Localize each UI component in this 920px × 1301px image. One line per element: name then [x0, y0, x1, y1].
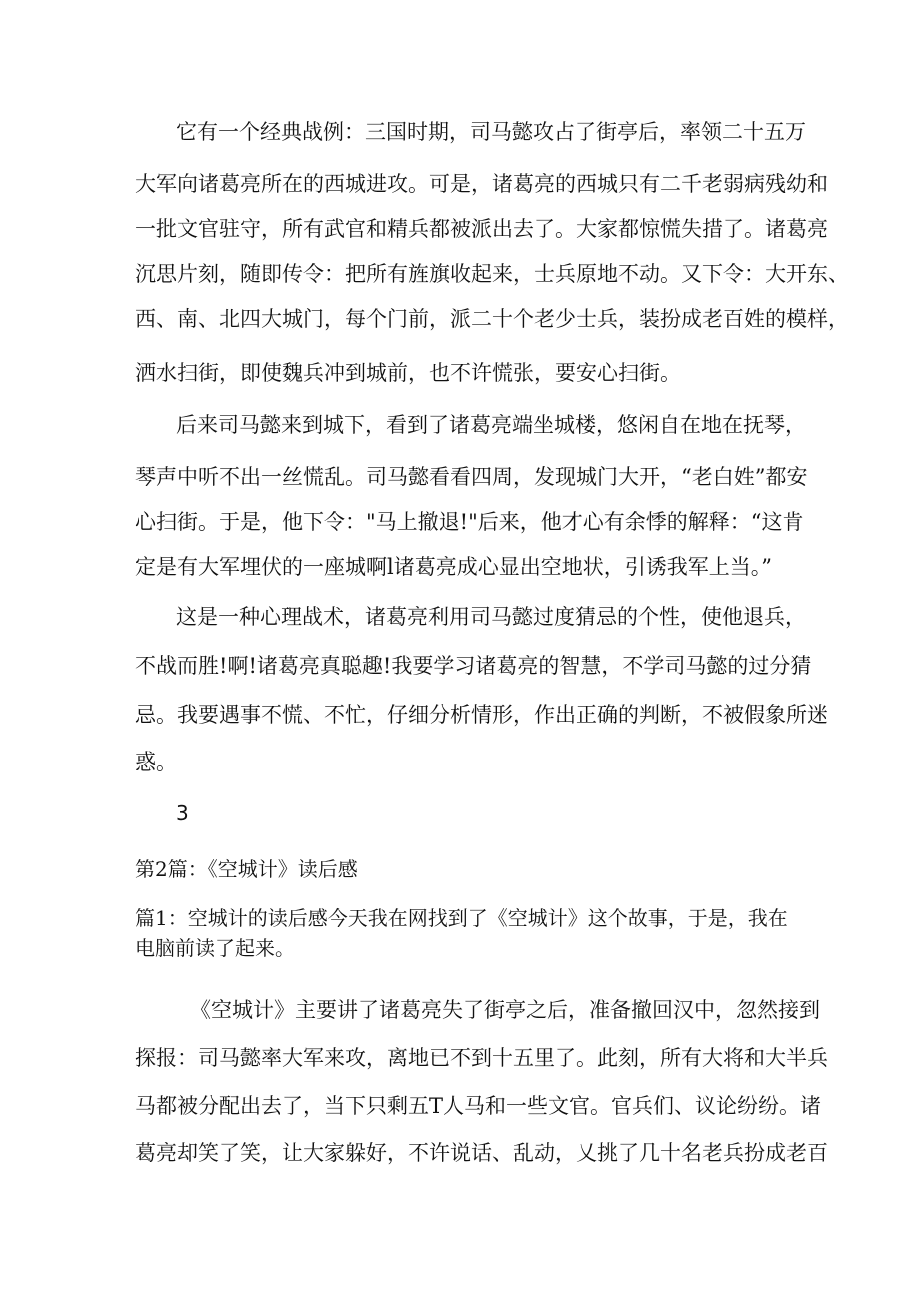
- text-line: 洒水扫街，即使魏兵冲到城前，也不许慌张，要安心扫街。: [135, 361, 681, 385]
- text-line: 一批文官驻守，所有武官和精兵都被派出去了。大家都惊慌失措了。诸葛亮: [135, 217, 828, 241]
- section-heading: 第2篇：《空城计》读后感: [135, 857, 358, 881]
- text-line: 《空城计》主要讲了诸葛亮失了街亭之后，准备撤回汉中，忽然接到: [190, 998, 820, 1022]
- text-line: 后来司马懿来到城下，看到了诸葛亮端坐城楼，悠闲自在地在抚琴，: [176, 413, 806, 437]
- text-line: 探报：司马懿率大军来攻，离地已不到十五里了。此刻，所有大将和大半兵: [135, 1046, 828, 1070]
- subsection-line: 篇1：空城计的读后感今天我在网找到了《空城计》这个故事，于是，我在: [135, 906, 788, 930]
- text-line: 惑。: [135, 750, 177, 774]
- text-line: 琴声中听不出一丝慌乱。司马懿看看四周，发现城门大开，“老白姓”都安: [135, 465, 808, 489]
- text-line: 不战而胜!啊!诸葛亮真聪趣!我要学习诸葛亮的智慧，不学司马懿的过分猜: [135, 654, 812, 678]
- subsection-line: 电脑前读了起来。: [135, 936, 295, 960]
- text-line: 马都被分配出去了，当下只剩五T人马和一些文官。官兵们、议论纷纷。诸: [135, 1094, 822, 1118]
- text-line: 定是有大军埋伏的一座城啊l诸葛亮成心显出空地状，引诱我军上当。”: [135, 555, 772, 579]
- page-number: 3: [176, 801, 189, 825]
- text-line: 忌。我要遇事不慌、不忙，仔细分析情形，作出正确的判断，不被假象所迷: [135, 703, 828, 727]
- text-line: 这是一种心理战术，诸葛亮利用司马懿过度猜忌的个性，使他退兵，: [176, 605, 806, 629]
- text-line: 心扫街。于是，他下令："马上撤退!"后来，他才心有余悸的解释：“这肯: [135, 510, 804, 534]
- text-line: 沉思片刻，随即传令：把所有旌旗收起来，士兵原地不动。又下令：大开东、: [135, 262, 849, 286]
- text-line: 葛亮却笑了笑，让大家躲好，不许说话、乱动，乂挑了几十名老兵扮成老百: [135, 1141, 828, 1165]
- text-line: 西、南、北四大城门，每个门前，派二十个老少士兵，装扮成老百姓的模样，: [135, 307, 849, 331]
- text-line: 大军向诸葛亮所在的西城进攻。可是，诸葛亮的西城只有二千老弱病残幼和: [135, 172, 828, 196]
- text-line: 它有一个经典战例：三国时期，司马懿攻占了街亭后，率领二十五万: [176, 120, 806, 144]
